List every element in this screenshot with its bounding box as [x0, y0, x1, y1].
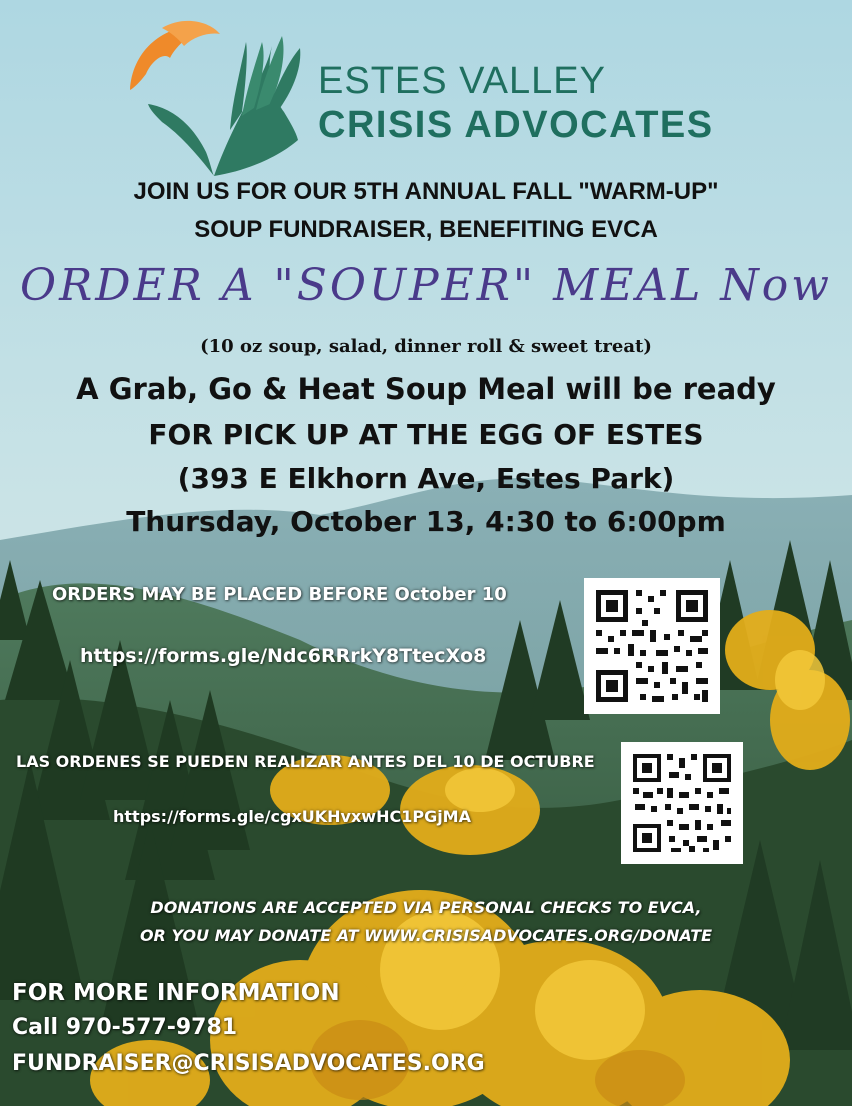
order-headline: ORDER A "SOUPER" MEAL Now: [20, 260, 832, 311]
grab-go-text: A Grab, Go & Heat Soup Meal will be ready: [76, 372, 776, 406]
org-name-line1: ESTES VALLEY: [318, 60, 606, 102]
open-hand-sun-icon: [122, 12, 307, 182]
contact-phone[interactable]: Call 970-577-9781: [12, 1015, 238, 1040]
spanish-qr-code[interactable]: [621, 742, 743, 864]
headline-line1: JOIN US FOR OUR 5TH ANNUAL FALL "WARM-UP": [133, 178, 719, 205]
event-date-time: Thursday, October 13, 4:30 to 6:00pm: [126, 505, 726, 538]
contact-heading: FOR MORE INFORMATION: [12, 980, 340, 1006]
pickup-location: FOR PICK UP AT THE EGG OF ESTES: [148, 418, 704, 451]
qr-code-icon: [584, 578, 720, 714]
english-orders-note: ORDERS MAY BE PLACED BEFORE October 10: [52, 584, 507, 605]
spanish-form-link[interactable]: https://forms.gle/cgxUKHvxwHC1PGjMA: [113, 807, 471, 826]
english-qr-code[interactable]: [584, 578, 720, 714]
qr-code-icon: [621, 742, 743, 864]
english-form-link[interactable]: https://forms.gle/Ndc6RRrkY8TtecXo8: [80, 645, 487, 667]
headline-line2: SOUP FUNDRAISER, BENEFITING EVCA: [194, 216, 658, 243]
contact-email[interactable]: FUNDRAISER@CRISISADVOCATES.ORG: [12, 1051, 485, 1076]
org-name-line2: CRISIS ADVOCATES: [318, 104, 714, 146]
spanish-orders-note: LAS ORDENES SE PUEDEN REALIZAR ANTES DEL 10 DE OCTUBRE: [16, 752, 595, 771]
donations-line2: OR YOU MAY DONATE AT WWW.CRISISADVOCATES.ORG/DONATE: [139, 926, 713, 945]
pickup-address: (393 E Elkhorn Ave, Estes Park): [177, 462, 675, 495]
donations-line1: DONATIONS ARE ACCEPTED VIA PERSONAL CHECKS TO EVCA,: [150, 898, 702, 917]
meal-contents: (10 oz soup, salad, dinner roll & sweet treat): [200, 336, 652, 357]
